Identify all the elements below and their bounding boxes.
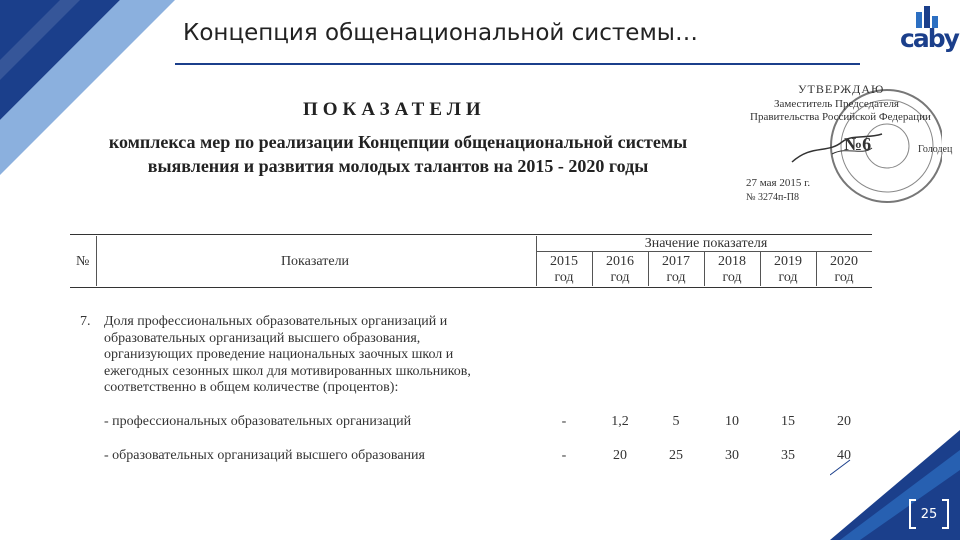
- header-year-2016: 2016 год: [606, 254, 634, 285]
- table-divider: [760, 252, 761, 286]
- approval-date: 27 мая 2015 г.: [746, 177, 811, 189]
- table-cell: 20: [837, 414, 851, 429]
- document-heading: ПОКАЗАТЕЛИ: [303, 99, 486, 120]
- document-subheading: [78, 130, 718, 178]
- table-divider: [816, 252, 817, 286]
- indicator-number: 7.: [80, 314, 91, 329]
- indicator-item: [80, 314, 520, 397]
- logo: [900, 6, 958, 58]
- header-number: №: [76, 254, 90, 269]
- approval-number: № 3274п-П8: [746, 192, 799, 203]
- values-header-underline: [536, 251, 872, 252]
- table-header-border: [70, 287, 872, 288]
- approval-line-2: Правительства Российской Федерации: [750, 111, 931, 123]
- approval-line-3: №6: [844, 134, 872, 154]
- table-divider: [96, 236, 97, 286]
- subheading-line-1: комплекса мер по реализации Концепции общенациональной системы: [108, 132, 688, 152]
- indicator-description: Доля профессиональных образовательных организаций и образовательных организаций высшего образования, организующих проведение национальных заочных школ и ежегодных сезонных школ для мотивированных школьников, соответственно в общем количестве (процентов):: [104, 314, 471, 395]
- header-year-2017: 2017 год: [662, 254, 690, 285]
- header-indicators: Показатели: [280, 254, 350, 269]
- approval-line-1: Заместитель Председателя: [774, 98, 899, 110]
- table-row-label: - профессиональных образовательных организаций: [104, 414, 412, 429]
- table-divider: [648, 252, 649, 286]
- table-cell: -: [561, 414, 567, 429]
- table-cell: 40: [837, 448, 851, 463]
- table-cell: -: [561, 448, 567, 463]
- page-number: 25: [920, 506, 938, 522]
- subheading-line-2: выявления и развития молодых талантов на 2015 - 2020 годы: [147, 156, 649, 176]
- table-divider: [536, 236, 537, 286]
- header-year-2018: 2018 год: [718, 254, 746, 285]
- approval-title: УТВЕРЖДАЮ: [798, 82, 885, 96]
- table-top-border: [70, 234, 872, 235]
- table-cell: 5: [672, 414, 680, 429]
- slide-title: Концепция общенациональной системы…: [183, 20, 698, 46]
- table-divider: [592, 252, 593, 286]
- header-values: Значение показателя: [644, 236, 768, 251]
- approval-line-4: Голодец: [918, 144, 953, 155]
- table-cell: 25: [669, 448, 683, 463]
- header-year-2015: 2015 год: [550, 254, 578, 285]
- title-underline: [175, 63, 860, 65]
- table-divider: [704, 252, 705, 286]
- header-year-2020: 2020 год: [830, 254, 858, 285]
- logo-text: caby: [900, 24, 958, 53]
- table-cell: 1,2: [611, 414, 629, 429]
- table-cell: 15: [781, 414, 795, 429]
- table-cell: 35: [781, 448, 795, 463]
- table-cell: 30: [725, 448, 739, 463]
- table-row-label: - образовательных организаций высшего образования: [104, 448, 425, 463]
- header-year-2019: 2019 год: [774, 254, 802, 285]
- table-cell: 20: [613, 448, 627, 463]
- table-cell: 10: [725, 414, 739, 429]
